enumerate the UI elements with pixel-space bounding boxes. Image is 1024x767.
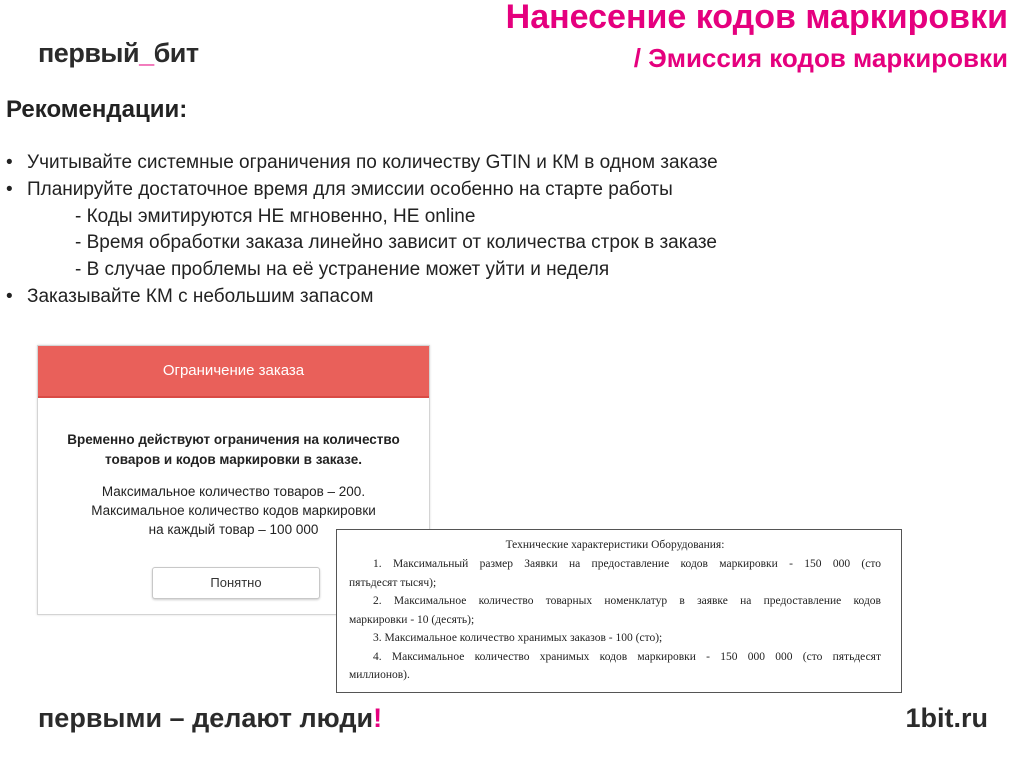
dialog-warning [38,430,429,470]
list-item [6,284,1006,311]
sub-list-item [6,230,1006,257]
sub-list-item [6,257,1006,284]
footer-site-link[interactable]: 1bit.ru [905,703,988,733]
equipment-spec-box [336,529,902,693]
logo-accent: _ [139,38,154,68]
list-item-text: Заказывайте КМ с небольшим запасом [27,285,374,307]
dialog-warning-line: товаров и кодов маркировки в заказе. [105,452,362,467]
slogan-exclamation: ! [373,703,383,733]
spec-line: 3. Максимальное количество хранимых заказов - 100 (сто); [373,632,663,644]
list-item-text: - Время обработки заказа линейно зависит от количества строк в заказе [75,232,717,254]
bullet-mark: • [6,152,13,173]
dialog-detail-line: Максимальное количество товаров – 200. [101,484,366,499]
spec-line: 2. Максимальное количество товарных номенклатур в заявке на предоставление кодов [373,595,881,607]
understood-button[interactable]: Понятно [152,567,320,599]
list-item-text: Планируйте достаточное время для эмиссии особенно на старте работы [27,178,673,200]
spec-line: 4. Максимальное количество хранимых кодов маркировки - 150 000 000 (сто пятьдесят [373,650,881,663]
sub-list-item [6,204,1006,231]
spec-line: 1. Максимальный размер Заявки на предоставление кодов маркировки - 150 000 (сто [373,558,881,570]
slogan-text: первыми – делают люди [38,703,374,733]
dialog-detail-line: на каждый товар – 100 000 [148,522,319,537]
dialog-detail-line: Максимальное количество кодов маркировки [91,503,376,518]
list-item-text: - В случае проблемы на её устранение может уйти и неделя [75,259,610,281]
dialog-warning-line: Временно действуют ограничения на количество [67,432,400,447]
dialog-title: Ограничение заказа [38,346,429,398]
bullet-mark: • [6,178,13,200]
spec-line: миллионов). [349,669,410,681]
spec-line: пятьдесят тысяч); [349,576,437,589]
list-item-text: - Коды эмитируются НЕ мгновенно, НЕ online [75,205,476,227]
slide-subtitle: / Эмиссия кодов маркировки [633,43,1008,73]
list-item-text: Учитывайте системные ограничения по количеству GTIN и КМ в одном заказе [27,152,718,173]
logo-text-main: первый [38,38,140,68]
recommendations-heading: Рекомендации: [6,96,188,123]
recommendations-list [6,150,1006,311]
logo-text-end: бит [153,38,199,68]
bullet-mark: • [6,285,13,307]
list-item [6,150,1006,177]
spec-title: Технические характеристики Оборудования: [505,539,725,551]
list-item [6,177,1006,204]
spec-line: маркировки - 10 (десять); [349,613,475,626]
brand-logo [38,38,199,69]
slide-title: Нанесение кодов маркировки [505,0,1008,36]
footer-slogan [38,703,382,734]
